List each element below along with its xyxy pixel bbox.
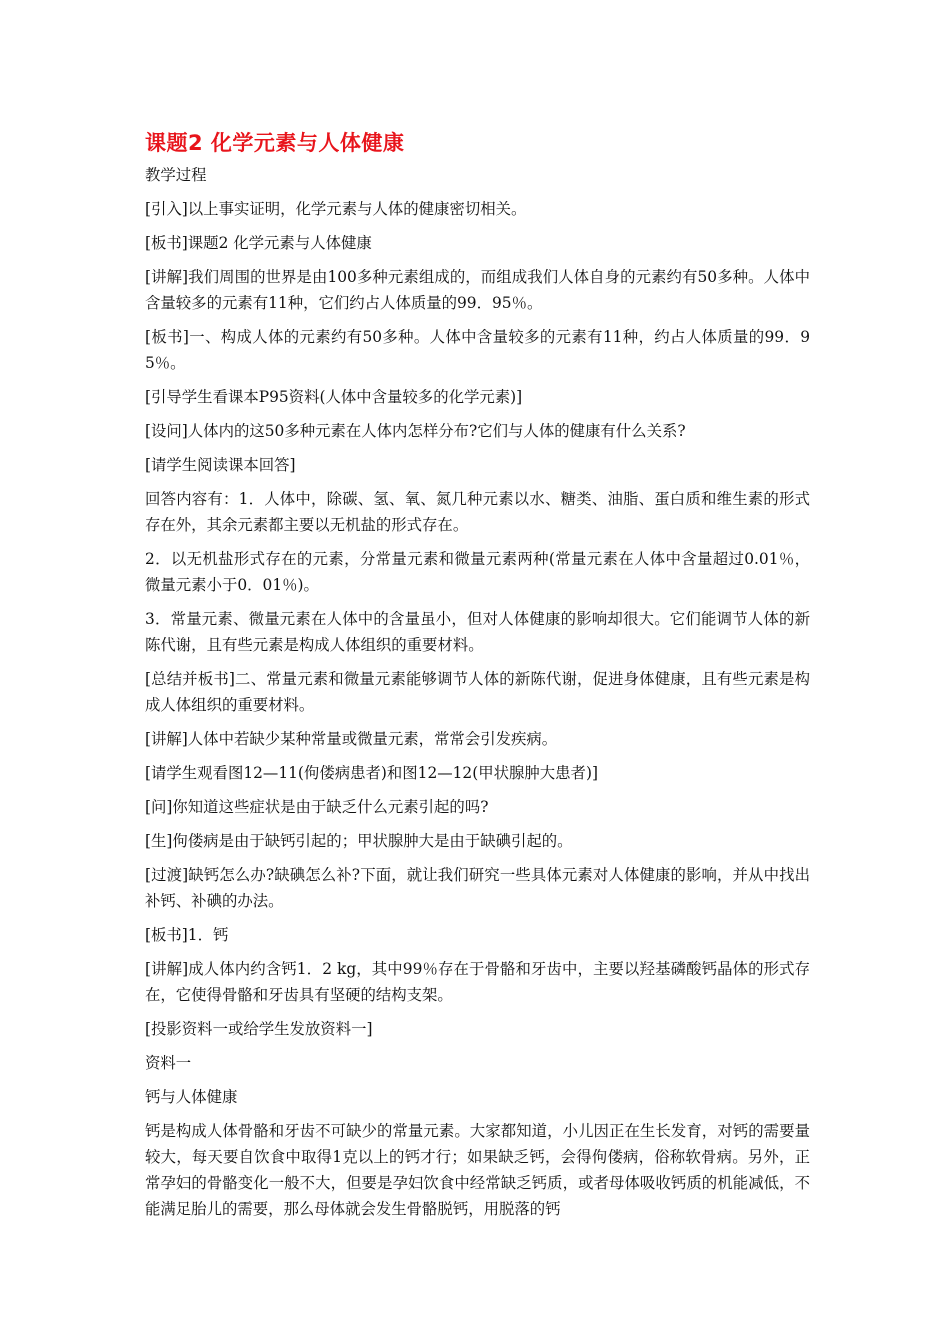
paragraph-calcium-details: 钙是构成人体骨骼和牙齿不可缺少的常量元素。大家都知道，小儿因正在生长发育，对钙的需要量较大，每天要自饮食中取得1克以上的钙才行；如果缺乏钙，会得佝偻病，俗称软骨病。另外，正常孕妇的骨骼变化一般不大，但要是孕妇饮食中经常缺乏钙质，或者母体吸收钙质的机能减低，不能满足胎儿的需要，那么母体就会发生骨骼脱钙，用脱落的钙 <box>145 1122 810 1218</box>
paragraph-answer-1: 回答内容有：1．人体中，除碳、氢、氧、氮几种元素以水、糖类、油脂、蛋白质和维生素的形式存在外，其余元素都主要以无机盐的形式存在。 <box>145 490 810 534</box>
document-title: 课题2 化学元素与人体健康 <box>145 131 405 155</box>
paragraph-read-answer: [请学生阅读课本回答] <box>145 456 296 474</box>
paragraph-board-one: [板书]一、构成人体的元素约有50多种。人体中含量较多的元素有11种，约占人体质量的99．95％。 <box>145 328 810 372</box>
document-body <box>145 162 810 1222</box>
paragraph-view-figures: [请学生观看图12—11(佝偻病患者)和图12—12(甲状腺肿大患者)] <box>145 764 598 782</box>
paragraph-board-title: [板书]课题2 化学元素与人体健康 <box>145 234 372 252</box>
paragraph-answer-3: 3．常量元素、微量元素在人体中的含量虽小，但对人体健康的影响却很大。它们能调节人体的新陈代谢，且有些元素是构成人体组织的重要材料。 <box>145 610 810 654</box>
paragraph-explain-calcium: [讲解]成人体内约含钙1．2 kg，其中99％存在于骨骼和牙齿中，主要以羟基磷酸钙晶体的形式存在，它使得骨骼和牙齿具有坚硬的结构支架。 <box>145 960 810 1004</box>
paragraph-explain-elements: [讲解]我们周围的世界是由100多种元素组成的，而组成我们人体自身的元素约有50多种。人体中含量较多的元素有11种，它们约占人体质量的99．95％。 <box>145 268 810 312</box>
paragraph-projection: [投影资料一或给学生发放资料一] <box>145 1020 373 1038</box>
paragraph-intro: [引入]以上事实证明，化学元素与人体的健康密切相关。 <box>145 200 527 218</box>
paragraph-student-answer: [生]佝偻病是由于缺钙引起的；甲状腺肿大是由于缺碘引起的。 <box>145 832 573 850</box>
paragraph-summary-board: [总结并板书]二、常量元素和微量元素能够调节人体的新陈代谢，促进身体健康，且有些元素是构成人体组织的重要材料。 <box>145 670 810 714</box>
paragraph-calcium-health: 钙与人体健康 <box>145 1088 238 1106</box>
paragraph-board-calcium: [板书]1．钙 <box>145 926 229 944</box>
paragraph-teaching-process: 教学过程 <box>145 166 207 184</box>
paragraph-question: [设问]人体内的这50多种元素在人体内怎样分布?它们与人体的健康有什么关系? <box>145 422 686 440</box>
paragraph-guide-reading: [引导学生看课本P95资料(人体中含量较多的化学元素)] <box>145 388 523 406</box>
paragraph-ask-cause: [问]你知道这些症状是由于缺乏什么元素引起的吗? <box>145 798 489 816</box>
paragraph-material-one: 资料一 <box>145 1054 192 1072</box>
document-page <box>145 128 810 1230</box>
paragraph-transition: [过渡]缺钙怎么办?缺碘怎么补?下面，就让我们研究一些具体元素对人体健康的影响，并从中找出补钙、补碘的办法。 <box>145 866 810 910</box>
paragraph-explain-disease: [讲解]人体中若缺少某种常量或微量元素，常常会引发疾病。 <box>145 730 558 748</box>
paragraph-answer-2: 2．以无机盐形式存在的元素，分常量元素和微量元素两种(常量元素在人体中含量超过0.01％，微量元素小于0．01％)。 <box>145 550 810 594</box>
